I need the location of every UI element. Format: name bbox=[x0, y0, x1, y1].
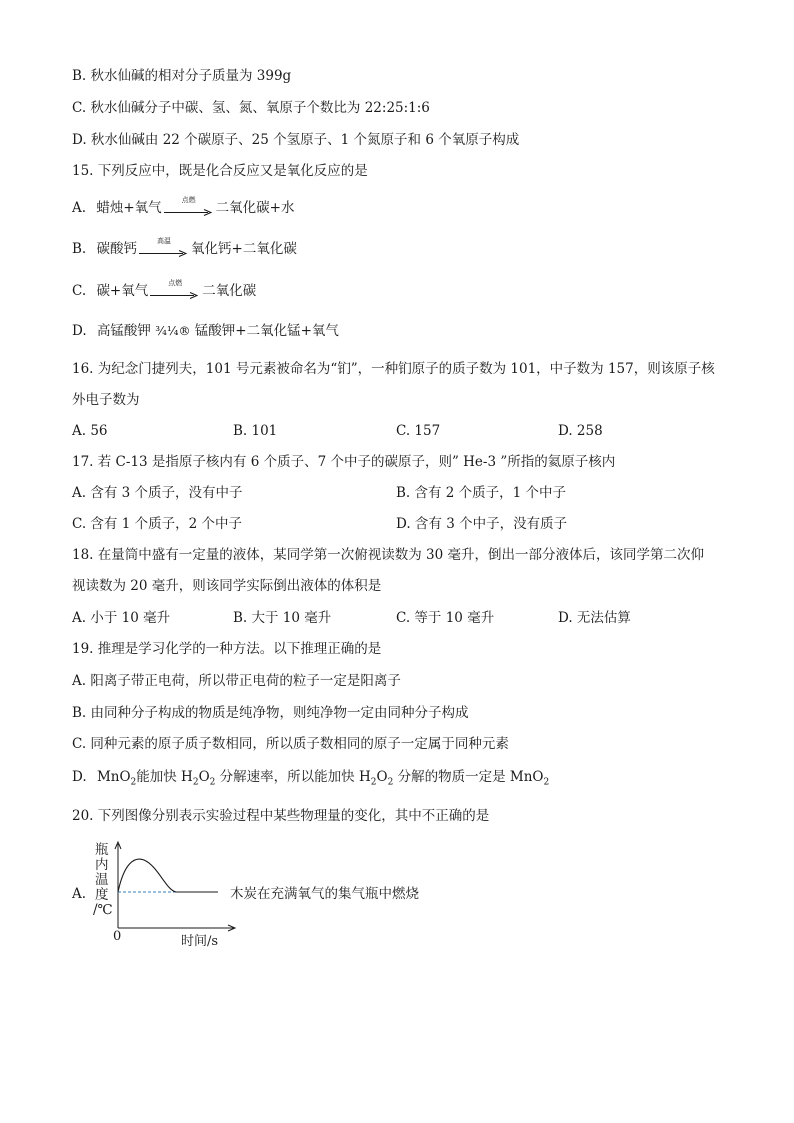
q19-option-c: C. 同种元素的原子质子数相同，所以质子数相同的原子一定属于同种元素 bbox=[72, 736, 509, 752]
reaction-condition: 高温 bbox=[157, 236, 172, 245]
q19-option-d bbox=[72, 768, 549, 792]
temperature-curve bbox=[118, 859, 218, 892]
q17-option-c: C. 含有 1 个质子，2 个中子 bbox=[72, 516, 242, 532]
q17-option-d: D. 含有 3 个中子，没有质子 bbox=[396, 516, 568, 532]
q15-option-c bbox=[72, 278, 257, 300]
q19-stem: 19. 推理是学习化学的一种方法。以下推理正确的是 bbox=[72, 641, 382, 657]
q15-option-a bbox=[72, 195, 295, 217]
y-axis-unit: /℃ bbox=[93, 902, 113, 918]
reaction-condition: 点燃 bbox=[181, 195, 196, 204]
q14-option-b: B. 秋水仙碱的相对分子质量为 399g bbox=[72, 68, 292, 84]
subscript: 2 bbox=[209, 777, 216, 788]
q16-option-d: D. 258 bbox=[558, 423, 603, 439]
products: 二氧化碳+水 bbox=[215, 200, 295, 216]
q17-option-a: A. 含有 3 个质子，没有中子 bbox=[72, 485, 243, 501]
formula-text: 分解的物质一定是 MnO bbox=[393, 769, 544, 785]
q16-option-b: B. 101 bbox=[233, 423, 278, 439]
q20-option-a-label: A. bbox=[72, 886, 87, 902]
q16-option-a: A. 56 bbox=[72, 423, 108, 439]
q17-option-b: B. 含有 2 个质子，1 个中子 bbox=[396, 485, 567, 501]
reaction-arrow bbox=[164, 195, 214, 216]
q18-option-a: A. 小于 10 毫升 bbox=[72, 610, 171, 626]
q15-stem: 15. 下列反应中，既是化合反应又是氧化反应的是 bbox=[72, 163, 368, 179]
q19-option-a: A. 阳离子带正电荷，所以带正电荷的粒子一定是阳离子 bbox=[72, 673, 401, 689]
q14-option-c: C. 秋水仙碱分子中碳、氢、氮、氧原子个数比为 22:25:1:6 bbox=[72, 100, 430, 116]
subscript: 2 bbox=[387, 777, 394, 788]
q18-option-d: D. 无法估算 bbox=[558, 610, 631, 626]
y-axis-label-char: 温 bbox=[95, 872, 109, 888]
y-axis-label-char: 瓶 bbox=[95, 842, 109, 858]
q15-option-b bbox=[72, 236, 297, 258]
q19-option-b: B. 由同种分子构成的物质是纯净物，则纯净物一定由同种分子构成 bbox=[72, 705, 469, 721]
arrow-icon bbox=[150, 292, 200, 300]
q15-option-d bbox=[72, 322, 339, 340]
option-label: D. bbox=[72, 769, 87, 785]
formula-text: 分解速率，所以能加快 H bbox=[215, 769, 371, 785]
reactants: 蜡烛+氧气 bbox=[96, 200, 162, 216]
products: 二氧化碳 bbox=[202, 283, 257, 299]
origin-label: 0 bbox=[113, 929, 122, 944]
arrow-icon bbox=[139, 250, 189, 258]
q16-stem-line1: 16. 为纪念门捷列夫，101 号元素被命名为“钔”，一种钔原子的质子数为 101，中子数为 157，则该原子核 bbox=[72, 361, 715, 377]
option-label: B. bbox=[72, 241, 87, 257]
reaction-arrow bbox=[150, 278, 200, 299]
q18-option-c: C. 等于 10 毫升 bbox=[396, 610, 495, 626]
subscript: 2 bbox=[130, 777, 137, 788]
subscript: 2 bbox=[370, 777, 377, 788]
formula-text: O bbox=[376, 769, 388, 785]
q14-option-d: D. 秋水仙碱由 22 个碳原子、25 个氢原子、1 个氮原子和 6 个氧原子构成 bbox=[72, 132, 520, 148]
y-axis-label-char: 度 bbox=[95, 887, 109, 903]
reactants: 高锰酸钾 bbox=[96, 323, 151, 339]
q20-stem: 20. 下列图像分别表示实验过程中某些物理量的变化，其中不正确的是 bbox=[72, 808, 490, 824]
products: 氧化钙+二氧化碳 bbox=[191, 241, 297, 257]
formula-text: 能加快 H bbox=[136, 769, 193, 785]
option-label: A. bbox=[72, 200, 87, 216]
q18-stem-line1: 18. 在量筒中盛有一定量的液体，某同学第一次俯视读数为 30 毫升，倒出一部分液体后，该同学第二次仰 bbox=[72, 547, 705, 563]
graph-caption: 木炭在充满氧气的集气瓶中燃烧 bbox=[230, 886, 419, 902]
q16-stem-line2: 外电子数为 bbox=[72, 392, 140, 408]
subscript: 2 bbox=[192, 777, 199, 788]
option-label: D. bbox=[72, 323, 87, 339]
arrow-icon bbox=[164, 209, 214, 217]
reactants: 碳+氧气 bbox=[96, 283, 149, 299]
garbled-condition: ¾¼® bbox=[155, 324, 191, 338]
q16-option-c: C. 157 bbox=[396, 423, 441, 439]
products: 锰酸钾+二氧化锰+氧气 bbox=[194, 323, 339, 339]
formula-text: MnO bbox=[96, 769, 131, 785]
subscript: 2 bbox=[543, 777, 550, 788]
reaction-arrow bbox=[139, 236, 189, 257]
option-label: C. bbox=[72, 283, 87, 299]
reactants: 碳酸钙 bbox=[96, 241, 138, 257]
reaction-condition: 点燃 bbox=[168, 278, 183, 287]
q17-stem: 17. 若 C-13 是指原子核内有 6 个质子、7 个中子的碳原子，则” He-3 ”所指的氦原子核内 bbox=[72, 454, 616, 470]
q18-option-b: B. 大于 10 毫升 bbox=[233, 610, 332, 626]
formula-text: O bbox=[198, 769, 210, 785]
y-axis-label-char: 内 bbox=[95, 857, 109, 873]
x-axis-label: 时间/s bbox=[181, 934, 219, 949]
graph-canvas bbox=[110, 838, 240, 934]
q18-stem-line2: 视读数为 20 毫升，则该同学实际倒出液体的体积是 bbox=[72, 578, 382, 594]
